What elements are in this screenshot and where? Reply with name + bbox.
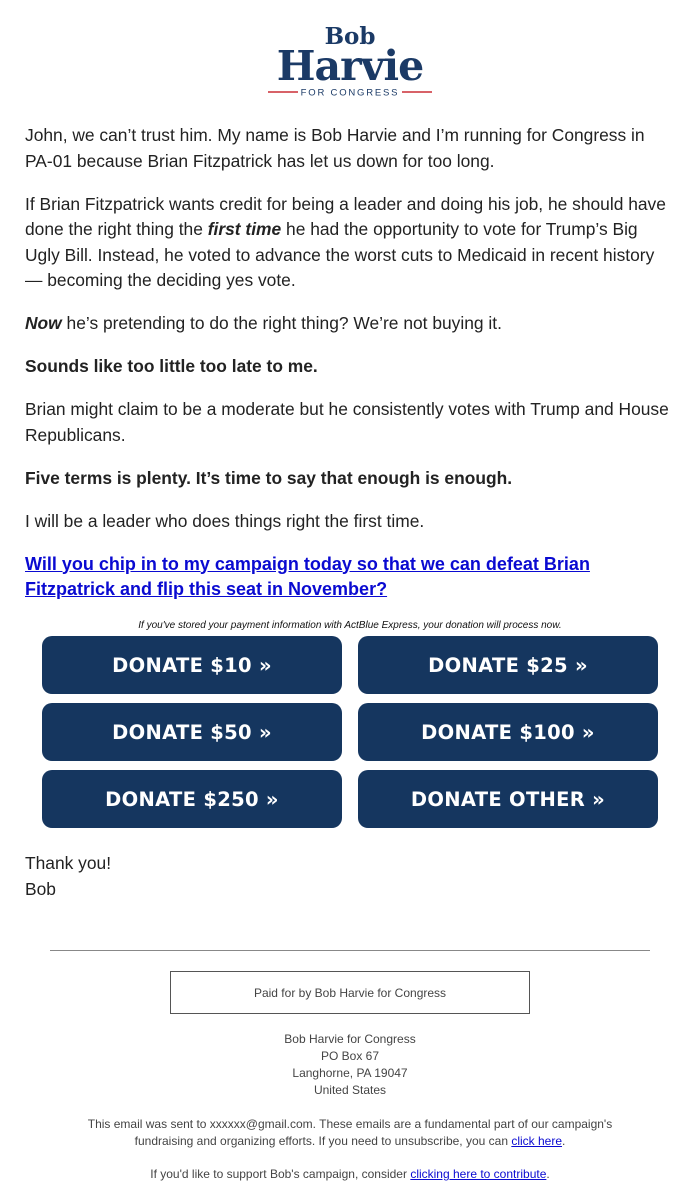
donate-other-button[interactable]: DONATE OTHER » — [358, 770, 658, 828]
address-line: Langhorne, PA 19047 — [292, 1066, 408, 1080]
bob-harvie-logo — [260, 22, 440, 98]
paragraph-first-time-b: he had the opportunity to vote for Trump’s Big Ugly Bill. Instead, he voted to advance the worst cuts to Medicaid in recent history — becoming the deciding yes vote. — [25, 219, 655, 290]
support-text: If you'd like to support Bob's campaign, consider — [150, 1167, 411, 1181]
now-emphasis: Now — [25, 313, 62, 333]
paragraph-moderate: Brian might claim to be a moderate but he consistently votes with Trump and House Republicans. — [25, 399, 669, 445]
address-line: United States — [313, 1083, 387, 1097]
donate-50-button[interactable]: DONATE $50 » — [42, 703, 342, 761]
signoff-thanks: Thank you! — [25, 853, 112, 873]
paragraph-now — [25, 311, 675, 337]
contribute-link[interactable]: clicking here to contribute — [410, 1167, 547, 1181]
support-notice — [0, 1167, 700, 1181]
address-line: PO Box 67 — [320, 1049, 380, 1063]
donate-button-grid — [25, 636, 675, 828]
donate-10-button[interactable]: DONATE $10 » — [42, 636, 342, 694]
email-body — [0, 123, 700, 902]
mailing-address — [0, 1031, 700, 1099]
legal-end: . — [562, 1134, 566, 1148]
first-time-emphasis: first time — [207, 219, 282, 239]
campaign-logo — [0, 0, 700, 100]
support-end: . — [546, 1167, 550, 1181]
paragraph-first-time — [25, 192, 675, 294]
paragraph-first-time-a: If Brian Fitzpatrick wants credit for being a leader and doing his job, he should have done the right thing the — [25, 193, 666, 239]
paragraph-too-late: Sounds like too little too late to me. — [25, 356, 318, 376]
logo-last-name: Harvie — [276, 42, 424, 90]
paid-for-by-text: Paid for by Bob Harvie for Congress — [253, 985, 447, 1000]
paragraph-five-terms: Five terms is plenty. It’s time to say that enough is enough. — [25, 467, 513, 488]
actblue-note: If you've stored your payment information with ActBlue Express, your donation will process now. — [138, 620, 562, 631]
donate-25-button[interactable]: DONATE $25 » — [358, 636, 658, 694]
paragraph-leader: I will be a leader who does things right the first time. — [25, 510, 425, 531]
donate-250-button[interactable]: DONATE $250 » — [42, 770, 342, 828]
logo-tagline: FOR CONGRESS — [300, 87, 400, 98]
paragraph-now-text: he’s pretending to do the right thing? We’re not buying it. — [61, 313, 502, 333]
legal-notice — [60, 1116, 640, 1150]
cta-link[interactable]: Will you chip in to my campaign today so that we can defeat Brian Fitzpatrick and flip this seat in November? — [25, 553, 590, 599]
paid-for-by-box — [170, 971, 530, 1014]
legal-text: This email was sent to xxxxxx@gmail.com. These emails are a fundamental part of our campaign's fundraising and organizing efforts. If you need to unsubscribe, you can — [87, 1117, 613, 1148]
signoff-name: Bob — [25, 879, 56, 899]
paragraph-intro: John, we can’t trust him. My name is Bob Harvie and I’m running for Congress in PA-01 because Brian Fitzpatrick has let us down for too long. — [25, 125, 645, 171]
donate-100-button[interactable]: DONATE $100 » — [358, 703, 658, 761]
logo-first-name: Bob — [324, 23, 376, 50]
footer-divider — [50, 950, 650, 951]
cta-paragraph — [25, 552, 675, 603]
unsubscribe-link[interactable]: click here — [511, 1134, 563, 1148]
address-line: Bob Harvie for Congress — [284, 1032, 416, 1046]
signoff — [25, 850, 675, 902]
